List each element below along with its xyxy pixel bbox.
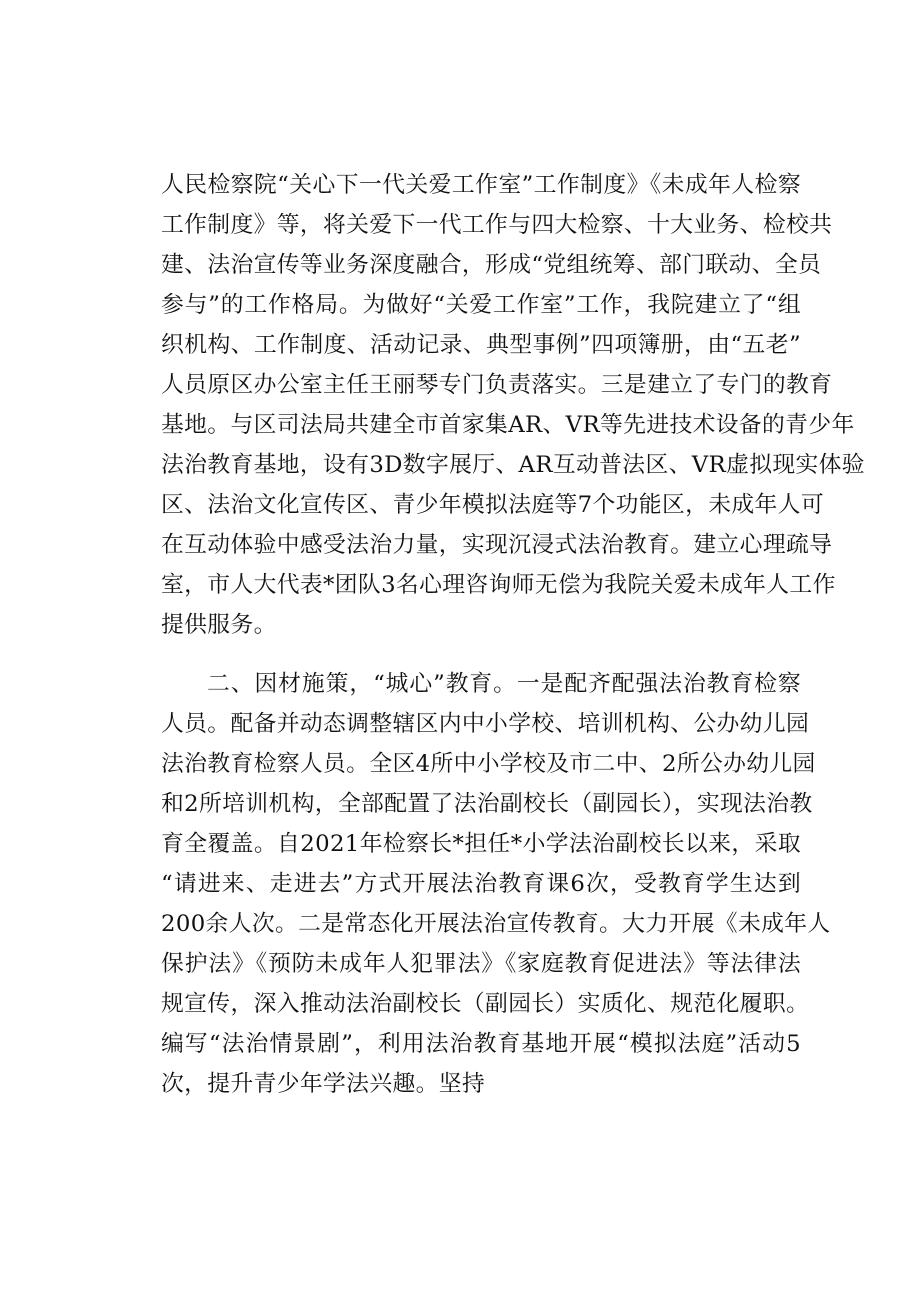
paragraph-2-line-9: 规宣传，深入推动法治副校长（副园长）实质化、规范化履职。 bbox=[161, 991, 810, 1017]
paragraph-2-line-6: “请进来、走进去”方式开展法治教育课6次，受教育学生达到 bbox=[161, 871, 801, 897]
paragraph-1-line-4: 参与”的工作格局。为做好“关爱工作室”工作，我院建立了“组 bbox=[161, 292, 801, 318]
paragraph-1-line-11: 室，市人大代表*团队3名心理咨询师无偿为我院关爱未成年人工作 bbox=[161, 572, 836, 598]
paragraph-1-line-6: 人员原区办公室主任王丽琴专门负责落实。三是建立了专门的教育 bbox=[161, 372, 833, 398]
paragraph-2-line-4: 和2所培训机构，全部配置了法治副校长（副园长），实现法治教 bbox=[161, 791, 813, 817]
paragraph-2-line-1: 二、因材施策，“城心”教育。一是配齐配强法治教育检察 bbox=[207, 671, 801, 697]
paragraph-1-line-7: 基地。与区司法局共建全市首家集AR、VR等先进技术设备的青少年 bbox=[161, 412, 855, 438]
paragraph-2-line-11: 次，提升青少年学法兴趣。坚持 bbox=[161, 1071, 486, 1097]
paragraph-2-line-3: 法治教育检察人员。全区4所中小学校及市二中、2所公办幼儿园 bbox=[161, 751, 816, 777]
paragraph-1-line-8: 法治教育基地，设有3D数字展厅、AR互动普法区、VR虚拟现实体验 bbox=[161, 452, 865, 478]
paragraph-2-line-10: 编写“法治情景剧”，利用法治教育基地开展“模拟法庭”活动5 bbox=[161, 1031, 801, 1057]
paragraph-2-line-2: 人员。配备并动态调整辖区内中小学校、培训机构、公办幼儿园 bbox=[161, 711, 810, 737]
paragraph-2-line-7: 200余人次。二是常态化开展法治宣传教育。大力开展《未成年人 bbox=[161, 911, 831, 937]
paragraph-1-line-12: 提供服务。 bbox=[161, 612, 277, 638]
paragraph-1-line-1: 人民检察院“关心下一代关爱工作室”工作制度》《未成年人检察 bbox=[161, 172, 801, 198]
paragraph-1-line-5: 织机构、工作制度、活动记录、典型事例”四项簿册，由“五老” bbox=[161, 332, 801, 358]
paragraph-1-line-3: 建、法治宣传等业务深度融合，形成“党组统筹、部门联动、全员 bbox=[161, 252, 822, 278]
paragraph-1-line-2: 工作制度》等，将关爱下一代工作与四大检察、十大业务、检校共 bbox=[161, 212, 833, 238]
paragraph-1-line-10: 在互动体验中感受法治力量，实现沉浸式法治教育。建立心理疏导 bbox=[161, 532, 833, 558]
paragraph-2-line-8: 保护法》《预防未成年人犯罪法》《家庭教育促进法》等法律法 bbox=[161, 951, 801, 977]
paragraph-1-line-9: 区、法治文化宣传区、青少年模拟法庭等7个功能区，未成年人可 bbox=[161, 492, 824, 518]
paragraph-2-line-5: 育全覆盖。自2021年检察长*担任*小学法治副校长以来，采取 bbox=[161, 831, 801, 857]
